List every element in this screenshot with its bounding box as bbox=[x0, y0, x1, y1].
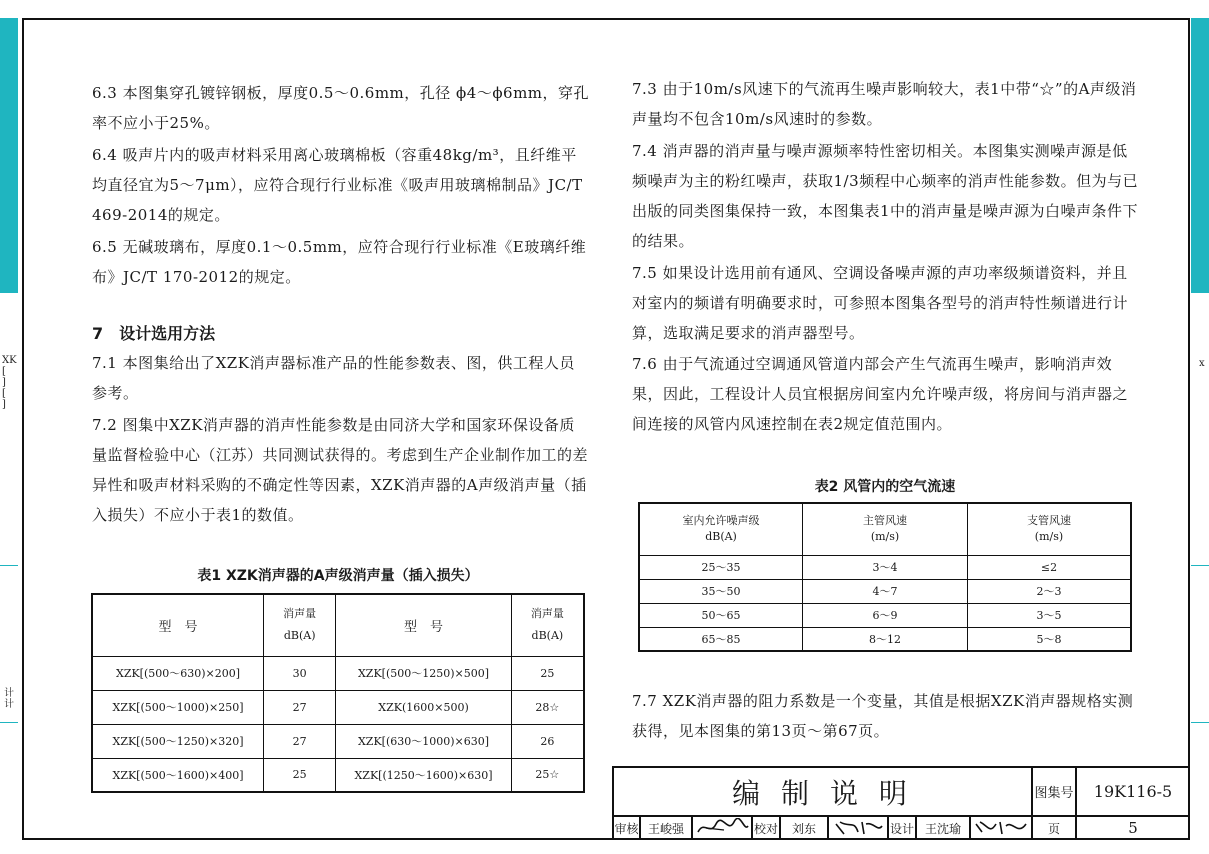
table1-header-atten-1-label: 消声量 bbox=[283, 607, 317, 621]
table1-row bbox=[92, 724, 584, 758]
para-7-7: 7.7 XZK消声器的阻力系数是一个变量，其值是根据XZK消声器规格实测获得，见本图集的第13页～第67页。 bbox=[632, 692, 1134, 740]
table1-cell: XZK(1600×500) bbox=[336, 690, 511, 724]
para-6-4: 6.4 吸声片内的吸声材料采用离心玻璃棉板（容重48kg/m³，且纤维平均直径宜为5～7μm），应符合现行行业标准《吸声用玻璃棉制品》JC/T 469-2014的规定。 bbox=[92, 146, 583, 224]
table1-cell: 27 bbox=[264, 690, 336, 724]
table2-cell: 3～5 bbox=[967, 603, 1131, 627]
para-7-6: 7.6 由于气流通过空调通风管道内部会产生气流再生噪声，影响消声效果，因此，工程设计人员宜根据房间室内允许噪声级，将房间与消声器之间连接的风管内风速控制在表2规定值范围内。 bbox=[632, 355, 1129, 433]
table2-cell: 3～4 bbox=[803, 555, 968, 579]
para-6-3: 6.3 本图集穿孔镀锌钢板，厚度0.5～0.6mm，孔径 ϕ4～ϕ6mm，穿孔率不应小于25%。 bbox=[92, 84, 590, 132]
reviewer-signature-cell bbox=[692, 816, 752, 840]
table1-row bbox=[92, 656, 584, 690]
table1-cell: 25 bbox=[264, 758, 336, 792]
table1-caption: 表1 XZK消声器的A声级消声量（插入损失） bbox=[197, 568, 479, 584]
table1-cell: XZK[(500～1250)×500] bbox=[336, 656, 511, 690]
table1-cell: XZK[(500～630)×200] bbox=[92, 656, 264, 690]
para-7-1: 7.1 本图集给出了XZK消声器标准产品的性能参数表、图，供工程人员参考。 bbox=[92, 354, 575, 402]
table2-caption: 表2 风管内的空气流速 bbox=[814, 479, 956, 495]
check-label: 校对 bbox=[752, 816, 780, 840]
table1-cell: 25 bbox=[511, 656, 584, 690]
table2-header-noise-label: 室内允许噪声级 bbox=[682, 514, 760, 528]
table2-header-noise-unit: dB(A) bbox=[705, 530, 737, 544]
table2-cell: 6～9 bbox=[803, 603, 968, 627]
right-side-tab bbox=[1191, 18, 1209, 293]
table2-cell: 65～85 bbox=[639, 627, 803, 651]
right-side-divider-1 bbox=[1191, 565, 1209, 566]
table1-header-atten-2-label: 消声量 bbox=[530, 607, 564, 621]
para-7-2: 7.2 图集中XZK消声器的消声性能参数是由同济大学和国家环保设备质量监督检验中心（江苏）共同测试获得的。考虑到生产企业制作加工的差异性和吸声材料采购的不确定性等因素，XZK消声器的A声级消声量（插入损失）不应小于表1的数值。 bbox=[92, 416, 589, 524]
left-side-divider-1 bbox=[0, 565, 18, 566]
table1-cell: XZK[(500～1000)×250] bbox=[92, 690, 264, 724]
title-block-title: 编 制 说 明 bbox=[612, 766, 1032, 816]
table2-row bbox=[639, 579, 1131, 603]
atlas-no-label: 图集号 bbox=[1032, 766, 1076, 816]
table2-cell: 5～8 bbox=[967, 627, 1131, 651]
table2-header-branch-label: 支管风速 bbox=[1026, 514, 1071, 528]
para-6-5: 6.5 无碱玻璃布，厚度0.1～0.5mm，应符合现行行业标准《E玻璃纤维布》JC/T 170-2012的规定。 bbox=[92, 238, 587, 286]
table1-header-atten-1 bbox=[264, 594, 336, 656]
para-7-5: 7.5 如果设计选用前有通风、空调设备噪声源的声功率级频谱资料，并且对室内的频谱有明确要求时，可参照本图集各型号的消声特性频谱进行计算，选取满足要求的消声器型号。 bbox=[632, 264, 1129, 342]
reviewer-name: 王峻强 bbox=[640, 816, 692, 840]
section-7-heading: 7 设计选用方法 bbox=[92, 324, 216, 343]
atlas-no-value: 19K116-5 bbox=[1076, 766, 1190, 816]
table2-row bbox=[639, 603, 1131, 627]
page-label: 页 bbox=[1032, 816, 1076, 840]
table1-row bbox=[92, 758, 584, 792]
table2-cell: ≤2 bbox=[967, 555, 1131, 579]
table1-cell: XZK[(630～1000)×630] bbox=[336, 724, 511, 758]
designer-signature-cell bbox=[970, 816, 1032, 840]
table2-cell: 4～7 bbox=[803, 579, 968, 603]
table2-header-main-unit: (m/s) bbox=[870, 530, 900, 544]
table2-header-main bbox=[803, 503, 968, 555]
table1-header-atten-2-unit: dB(A) bbox=[531, 629, 564, 643]
table1-row bbox=[92, 690, 584, 724]
table1-cell: 26 bbox=[511, 724, 584, 758]
table1-header-model-2: 型 号 bbox=[336, 594, 511, 656]
table1-header-model-1: 型 号 bbox=[92, 594, 264, 656]
checker-signature bbox=[830, 818, 886, 838]
left-side-divider-2 bbox=[0, 722, 18, 723]
table2 bbox=[638, 502, 1132, 652]
checker-name: 刘东 bbox=[780, 816, 828, 840]
left-side-label-mid: XK [ ] [ ] bbox=[2, 355, 17, 410]
table2-row bbox=[639, 627, 1131, 651]
para-7-3: 7.3 由于10m/s风速下的气流再生噪声影响较大，表1中带“☆”的A声级消声量均不包含10m/s风速时的参数。 bbox=[632, 80, 1137, 128]
designer-signature bbox=[972, 818, 1030, 838]
table1-cell: 28☆ bbox=[511, 690, 584, 724]
table2-header-main-label: 主管风速 bbox=[863, 514, 907, 528]
left-side-label-lower: 计 计 bbox=[4, 688, 14, 710]
page-number: 5 bbox=[1076, 816, 1190, 840]
table1-header-atten-1-unit: dB(A) bbox=[283, 629, 316, 643]
table1-cell: 25☆ bbox=[511, 758, 584, 792]
table2-header-branch-unit: (m/s) bbox=[1034, 530, 1064, 544]
table2-cell: 8～12 bbox=[803, 627, 968, 651]
reviewer-signature bbox=[694, 818, 750, 838]
title-block bbox=[612, 766, 1190, 840]
designer-name: 王沈瑜 bbox=[916, 816, 970, 840]
table2-cell: 2～3 bbox=[967, 579, 1131, 603]
table2-cell: 35～50 bbox=[639, 579, 803, 603]
design-label: 设计 bbox=[888, 816, 916, 840]
table2-header-noise bbox=[639, 503, 803, 555]
left-side-tab bbox=[0, 18, 18, 293]
table1-cell: 27 bbox=[264, 724, 336, 758]
review-label: 审核 bbox=[612, 816, 640, 840]
checker-signature-cell bbox=[828, 816, 888, 840]
table2-row bbox=[639, 555, 1131, 579]
right-side-divider-2 bbox=[1191, 722, 1209, 723]
table1 bbox=[91, 593, 585, 793]
table1-cell: XZK[(1250～1600)×630] bbox=[336, 758, 511, 792]
table2-cell: 25～35 bbox=[639, 555, 803, 579]
table1-cell: 30 bbox=[264, 656, 336, 690]
table1-header-atten-2 bbox=[511, 594, 584, 656]
right-side-label-mid: x bbox=[1199, 358, 1205, 369]
para-7-4: 7.4 消声器的消声量与噪声源频率特性密切相关。本图集实测噪声源是低频噪声为主的粉红噪声，获取1/3频程中心频率的消声性能参数。但为与已出版的同类图集保持一致，本图集表1中的消声量是噪声源为白噪声条件下的结果。 bbox=[632, 142, 1139, 250]
table2-header-branch bbox=[967, 503, 1131, 555]
table2-cell: 50～65 bbox=[639, 603, 803, 627]
table1-cell: XZK[(500～1250)×320] bbox=[92, 724, 264, 758]
table1-cell: XZK[(500～1600)×400] bbox=[92, 758, 264, 792]
